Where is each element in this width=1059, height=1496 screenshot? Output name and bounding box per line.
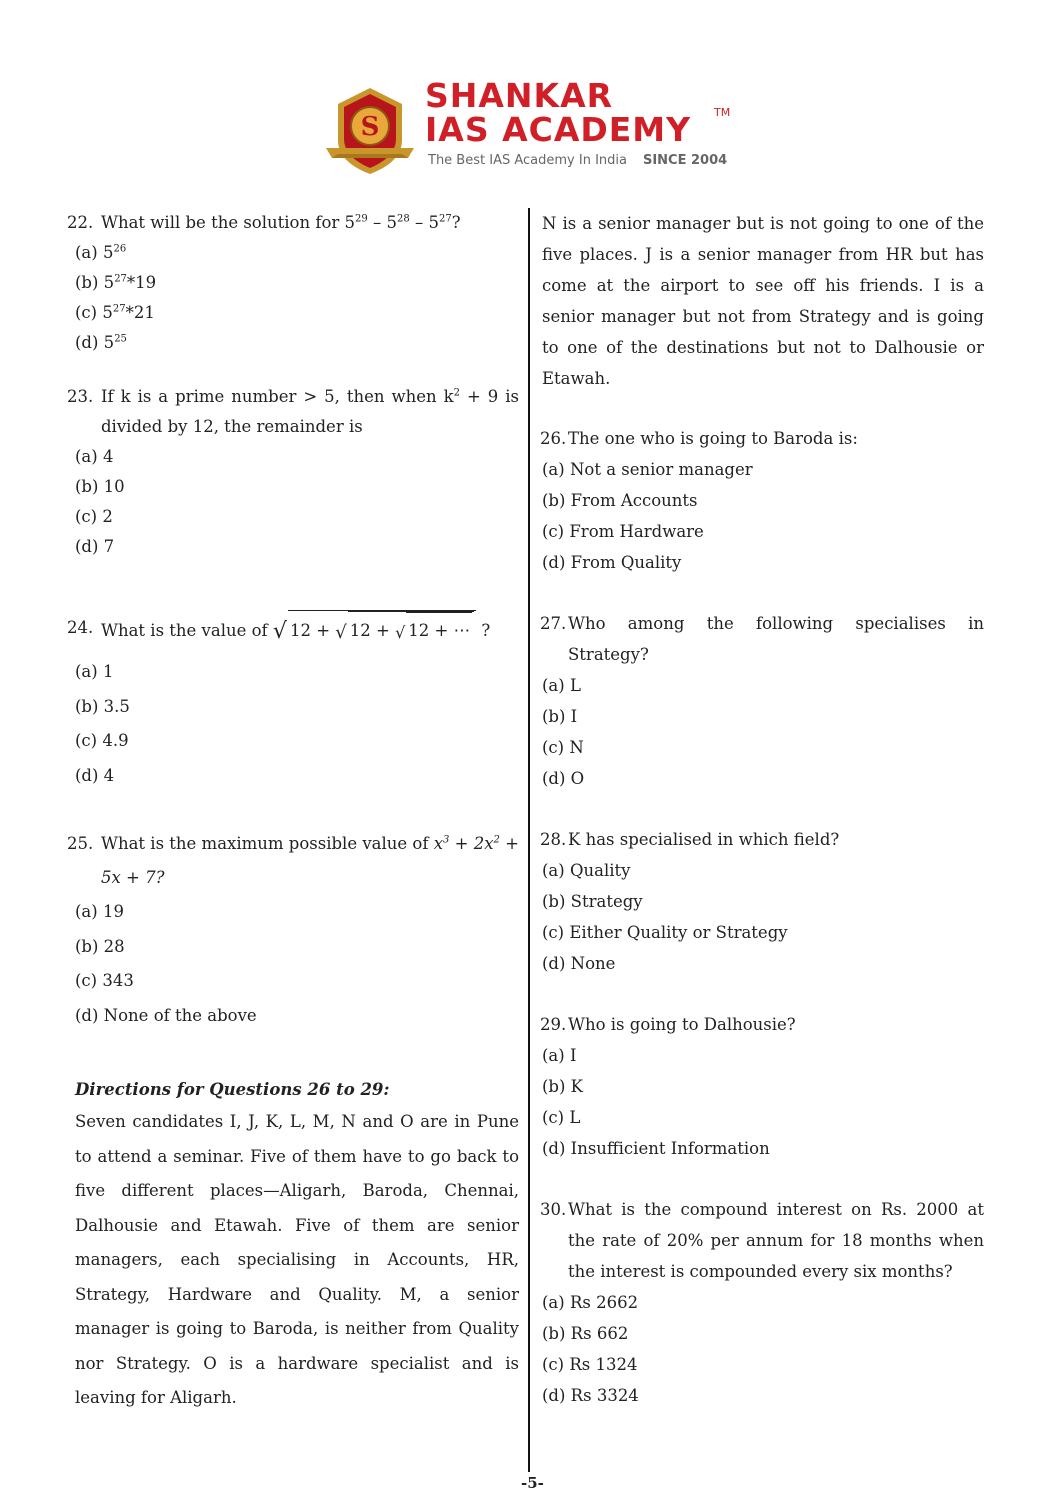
question-number: 23. [67,387,94,406]
option: (b) K [542,1077,584,1096]
option: (c) 4.9 [75,731,129,750]
option: (a) 4 [75,447,114,466]
brand-name-line1: SHANKAR [425,76,614,115]
option: (b) Strategy [542,892,643,911]
option: (a) $5^{26}$ [75,243,127,262]
option: (d) None of the above [75,1005,257,1025]
question-number: 29. [540,1015,567,1034]
question-28 [540,824,984,855]
option: (a) 1 [75,662,114,681]
option: (a) 19 [75,902,124,921]
option: (a) Quality [542,861,631,880]
question-number: 22. [67,213,94,232]
option: (d) Insufficient Information [542,1139,770,1158]
option: (c) 2 [75,507,113,526]
option: (c) L [542,1108,581,1127]
option: (a) L [542,676,581,695]
option: (c) Either Quality or Strategy [542,923,788,942]
question-22 [67,208,519,238]
left-column [67,208,519,1416]
directions-paragraph: Seven candidates I, J, K, L, M, N and O are in Pune to attend a seminar. Five of them have to go back to five different places—Aligarh, Baroda, Chennai, Dalhousie and Etawah. Five of them are senior managers, each specialising in Accounts, HR, Strategy, Hardware and Quality. M, a senior manager is going to Baroda, is neither from Quality nor Strategy. O is a hardware specialist and is leaving for Aligarh. [75,1112,519,1407]
question-text: Who is going to Dalhousie? [568,1015,796,1034]
option: (d) From Quality [542,553,682,572]
option: (c) $5^{27}*21$ [75,303,155,322]
option: (b) From Accounts [542,491,698,510]
question-text: If k is a prime number > 5, then when $k^2 + 9$ is divided by 12, the remainder is [101,387,519,436]
question-text: What is the maximum possible value of $x^3 + 2x^2 + 5x + 7$? [101,834,519,887]
question-number: 26. [540,429,567,448]
tagline-text: The Best IAS Academy In India [428,153,627,168]
question-text: What will be the solution for $5^{29} - 5^{28} - 5^{27}$? [101,213,461,232]
question-24 [67,610,519,651]
option: (a) Not a senior manager [542,460,753,479]
option: (a) I [542,1046,577,1065]
option: (b) 28 [75,936,125,956]
question-29 [540,1009,984,1040]
option: (d) $5^{25}$ [75,333,127,352]
option: (d) 4 [75,765,115,785]
question-number: 27. [540,614,567,633]
trademark-mark: TM [714,106,731,119]
academy-emblem-logo [322,82,418,178]
option: (d) O [542,769,585,788]
directions-title: Directions for Questions 26 to 29: [75,1080,390,1099]
option: (c) Rs 1324 [542,1355,638,1374]
question-number: 25. [67,834,94,853]
question-text: K has specialised in which field? [568,830,840,849]
question-text: What is the value of √ 12 + √ 12 + √ 12 + ⋯ ? [101,610,519,651]
brand-name-line2: IAS ACADEMY [425,110,692,149]
question-text: What is the compound interest on Rs. 2000 at the rate of 20% per annum for 18 months when the interest is compounded every six months? [568,1200,984,1281]
directions-paragraph-continued: N is a senior manager but is not going to one of the five places. J is a senior manager from HR but has come at the airport to see off his friends. I is a senior manager but not from Strategy and is going to one of the destinations but not to Dalhousie or Etawah. [542,214,984,388]
option: (c) 343 [75,971,134,990]
question-number: 24. [67,618,94,637]
question-25 [67,827,519,895]
option: (c) N [542,738,584,757]
option: (d) Rs 3324 [542,1386,639,1405]
question-number: 30. [540,1200,567,1219]
svg-text:S: S [360,112,380,142]
option: (b) $5^{27}*19$ [75,273,157,292]
question-30 [540,1194,984,1287]
question-number: 28. [540,830,567,849]
option: (c) From Hardware [542,522,704,541]
column-divider [528,208,530,1472]
question-26 [540,423,984,454]
option: (b) 10 [75,477,125,496]
question-27 [540,608,984,670]
question-text: The one who is going to Baroda is: [568,429,858,448]
since-text: SINCE 2004 [642,153,728,168]
option: (b) Rs 662 [542,1324,629,1343]
question-23 [67,382,519,442]
option: (b) 3.5 [75,696,130,716]
option: (a) Rs 2662 [542,1293,639,1312]
option: (d) 7 [75,537,115,556]
option: (d) None [542,954,616,973]
question-text: Who among the following specialises in Strategy? [568,614,984,664]
right-column [540,208,984,1411]
option: (b) I [542,707,578,726]
tagline [428,153,727,168]
page-number: -5- [521,1474,544,1492]
